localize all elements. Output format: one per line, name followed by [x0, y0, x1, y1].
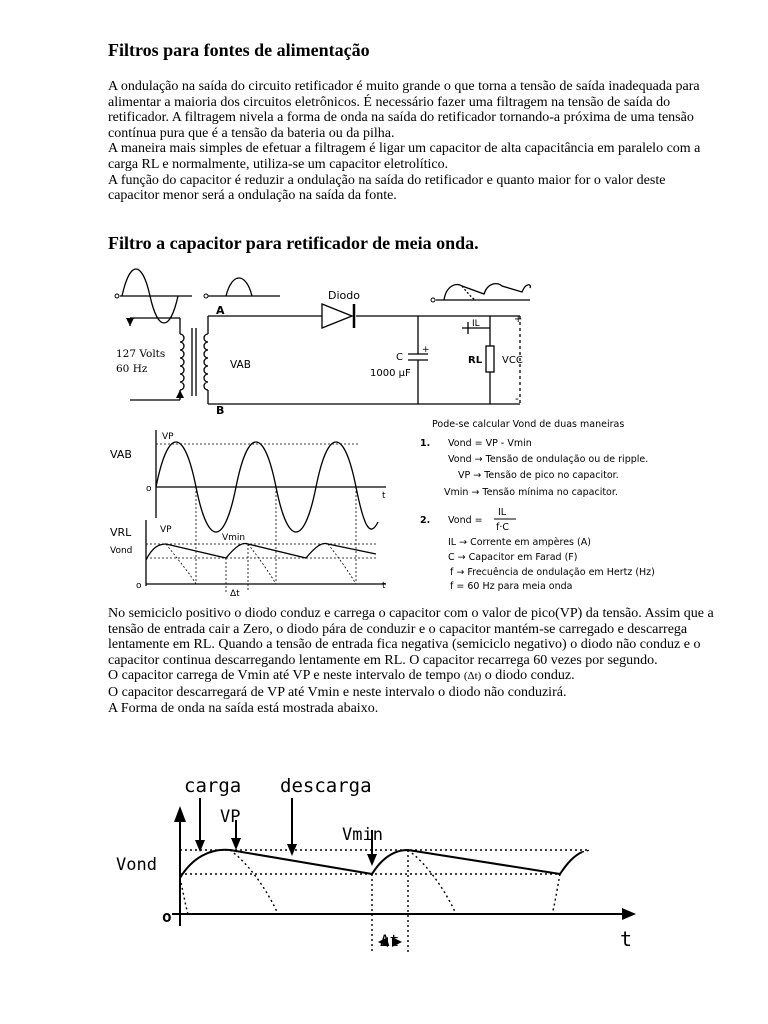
explanation-line-2-end: o diodo conduz.	[481, 668, 575, 684]
formula-2-numerator: IL	[498, 507, 507, 518]
output-waveform-figure	[100, 766, 660, 956]
diode-label: Diodo	[328, 289, 360, 302]
rl-label: RL	[468, 355, 483, 366]
formula-2-left: Vond =	[448, 515, 483, 526]
node-a-label: A	[216, 304, 225, 317]
dt-label: Δt	[230, 589, 240, 599]
formula-number-1: 1.	[420, 438, 431, 449]
explanation-paragraph: No semiciclo positivo o diodo conduz e carrega o capacitor com o valor de pico(VP) da tensão. Assim que a tensão de entrada cair a Zero, o diodo pára de conduzir e o capacitor mantém-se carregado e descarrega lentamente em RL. Quando a tensão de entrada fica negativa (semiciclo negativo) o diodo não conduz e o capacitor continua descarregando lentamente em RL. O capacitor recarrega 60 vezes por segundo.	[108, 606, 714, 668]
formula-desc-vp: VP → Tensão de pico no capacitor.	[458, 470, 619, 481]
formula-desc-vmin: Vmin → Tensão mínima no capacitor.	[444, 487, 618, 498]
source-frequency-label: 60 Hz	[116, 363, 148, 375]
formula-f-value: f = 60 Hz para meia onda	[450, 581, 573, 592]
formula-1: Vond = VP - Vmin	[448, 438, 532, 449]
intro-paragraph-2: A maneira mais simples de efetuar a filtragem é ligar um capacitor de alta capacitância em paralelo com a carga RL e normalmente, utiliza-se um capacitor eletrolítico.	[108, 141, 701, 172]
vcc-label: VCC	[502, 355, 523, 366]
explanation-line-2	[108, 668, 718, 685]
origin-label: o	[162, 907, 172, 926]
capacitor-label: C	[396, 352, 403, 363]
vond-label: Vond	[116, 855, 157, 875]
vp-label-top: VP	[162, 432, 174, 442]
formula-desc-f: f → Frecuência de ondulação em Hertz (Hz)	[450, 567, 655, 578]
explanation-line-3: O capacitor descarregará de VP até Vmin e neste intervalo o diodo não conduzirá.	[108, 684, 567, 700]
output-plus: +	[514, 314, 523, 325]
intro-paragraph-1: A ondulação na saída do circuito retificador é muito grande o que torna a tensão de saída inadequada para alimentar a maioria dos circuitos eletrônicos. É necessário fazer uma filtragem na tensão de saída do retificador. A filtragem nivela a forma de onda na saída do retificador tornando-a próxima de uma tensão contínua pura que é a tensão da bateria ou da pilha.	[108, 79, 700, 141]
output-minus: -	[515, 392, 519, 405]
time-axis-label: t	[620, 927, 633, 951]
il-label: IL	[472, 319, 480, 329]
vond-axis-label: Vond	[110, 546, 133, 556]
formula-desc-c: C → Capacitor em Farad (F)	[448, 552, 578, 563]
carga-label: carga	[184, 775, 242, 797]
explanation-text	[108, 606, 718, 716]
section-title-half-wave: Filtro a capacitor para retificador de meia onda.	[108, 233, 479, 253]
descarga-label: descarga	[280, 775, 372, 797]
zero-label-top: o	[146, 484, 152, 494]
formula-intro: Pode-se calcular Vond de duas maneiras	[432, 419, 625, 430]
vmin-label: Vmin	[342, 825, 383, 845]
formula-desc-vond: Vond → Tensão de ondulação ou de ripple.	[448, 454, 649, 465]
vab-circuit-label: VAB	[230, 359, 251, 371]
capacitor-value: 1000 µF	[370, 368, 411, 379]
node-b-label: B	[216, 404, 225, 417]
intro-text	[108, 79, 718, 204]
delta-t-label: Δt	[380, 931, 400, 950]
t-label-bottom: t	[382, 581, 386, 591]
t-label-top: t	[382, 491, 386, 501]
formula-number-2: 2.	[420, 515, 431, 526]
intro-paragraph-3: A função do capacitor é reduzir a ondulação na saída do retificador e quanto maior for o valor deste capacitor menor será a ondulação na saída da fonte.	[108, 172, 666, 204]
zero-label-bottom: o	[136, 581, 142, 591]
vab-axis-label: VAB	[110, 448, 132, 461]
explanation-line-4: A Forma de onda na saída está mostrada abaixo.	[108, 700, 379, 716]
vp-label-bottom: VP	[160, 525, 172, 535]
circuit-figure	[100, 262, 700, 602]
vrl-axis-label: VRL	[110, 526, 132, 539]
vmin-label: Vmin	[222, 533, 246, 543]
vp-label: VP	[220, 807, 241, 827]
explanation-line-2-start: O capacitor carrega de Vmin até VP e neste intervalo de tempo	[108, 668, 461, 684]
capacitor-plus: +	[422, 345, 430, 355]
source-voltage-label: 127 Volts	[116, 348, 166, 360]
formula-desc-il: IL → Corrente em ampères (A)	[448, 537, 591, 548]
delta-t-symbol: (Δt)	[463, 670, 482, 683]
formula-2-denominator: f·C	[496, 522, 509, 533]
section-title-filters: Filtros para fontes de alimentação	[108, 40, 370, 60]
